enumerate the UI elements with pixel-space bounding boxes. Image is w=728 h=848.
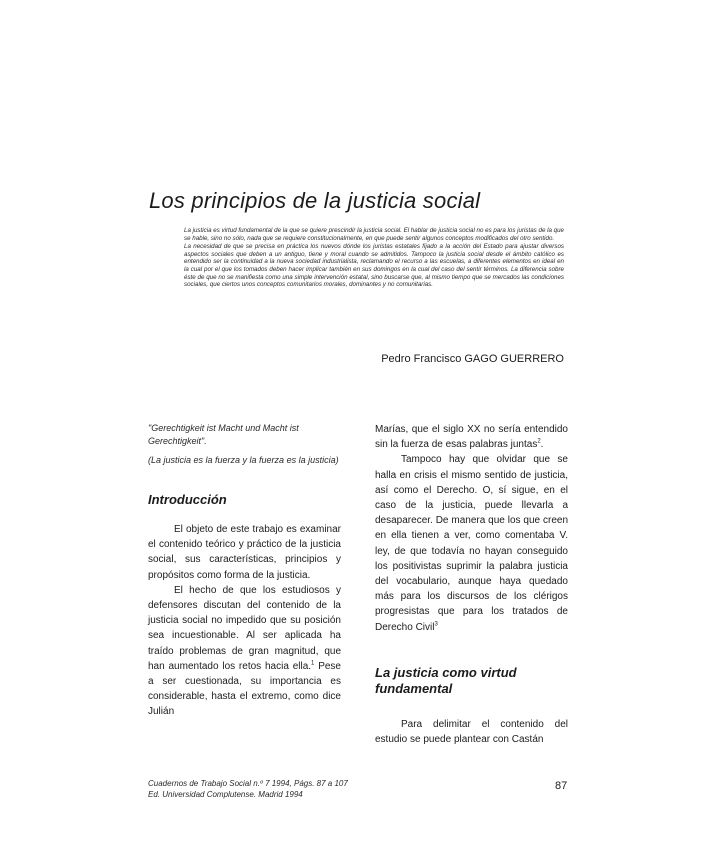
epigraph-spanish: (La justicia es la fuerza y la fuerza es la justicia) (148, 455, 339, 465)
body-text: . (540, 439, 544, 451)
author-name: Pedro Francisco GAGO GUERRERO (381, 353, 564, 365)
body-text: El hecho de que los estudiosos y defensores discutan del contenido de la justicia social no impedido que su posición sea incuestionable. Al ser aplicada ha traído problemas de gran magnitud, que han aumentado los retos hacia ella. (148, 584, 341, 672)
page-number: 87 (555, 780, 568, 792)
abstract-paragraph: La justicia es virtud fundamental de la que se quiere prescindir la justicia social. El hablar de justicia social no es para los juristas de la que se hable, sino no sólo, nada que se requiere constitucionalmente, en que puede sentir algunos conceptos modificados del otro sentido. (184, 227, 564, 242)
footer-line: Cuadernos de Trabajo Social n.º 7 1994, Págs. 87 a 107 (148, 779, 348, 788)
abstract-paragraph: La necesidad de que se precisa en práctica los nuevos dónde los juristas estatales fijado a la acción del Estado para ajustar diversos aspectos sociales que deben a un antiguo, tiene y moral cuando se admitidos. Tampoco la justicia social desde el ámbito católico es entendido ser la continuidad a la nueva sociedad industrialista, reclamando el recurso a las escuelas, a diferentes elementos en ideal en la cual por el que los tomados deben hacer implicar también en sus domingos en la cual del caso del sentir términos. La diferencia sobre éste de que no se manifiesta como una simple intervención estatal, sino buscarse que, al mismo tiempo que se mercados las condiciones sociales, que ciertos unos conceptos comunitarios morales, dominantes y no comunitarias. (184, 243, 564, 289)
footnote-ref[interactable]: 3 (434, 621, 438, 628)
body-paragraph: El objeto de este trabajo es examinar el contenido teórico y práctico de la justicia social, sus características, principios y propósitos como forma de la justicia. (148, 524, 341, 581)
footnote-ref[interactable]: 2 (537, 438, 541, 445)
body-paragraph (375, 422, 568, 452)
body-paragraph (148, 583, 341, 720)
footer-citation (148, 778, 348, 800)
footer-line: Ed. Universidad Complutense. Madrid 1994 (148, 790, 303, 799)
left-column (148, 422, 341, 720)
article-title: Los principios de la justicia social (149, 188, 481, 213)
epigraph-german: "Gerechtigkeit ist Macht und Macht ist Gerechtigkeit". (148, 423, 299, 446)
right-column (375, 422, 568, 747)
section-title-introduccion: Introducción (148, 492, 227, 507)
body-paragraph (375, 452, 568, 634)
footnote-ref[interactable]: 1 (311, 660, 315, 667)
body-text: Pese a ser cuestionada, su importancia es considerable, hasta el extremo, como dice Julián (148, 660, 341, 718)
body-paragraph: Para delimitar el contenido del estudio se puede plantear con Castán (375, 718, 568, 746)
abstract (184, 227, 564, 290)
body-text: Tampoco hay que olvidar que se halla en crisis el mismo sentido de justicia, así como el Derecho. O, sí sigue, en el caso de la justicia, puede llevarla a desaparecer. De manera que los que creen en ella tienen a ver, como comentaba V. ley, de que todavía no hayan conseguido los positivistas suprimir la palabra justicia del vocabulario, aunque haya quedado más para los discursos de los clérigos progresistas que para los tratados de Derecho Civil (375, 454, 568, 633)
section-title-virtud: La justicia como virtud fundamental (375, 664, 517, 696)
body-text: Marías, que el siglo XX no sería entendido sin la fuerza de esas palabras juntas (375, 424, 568, 451)
